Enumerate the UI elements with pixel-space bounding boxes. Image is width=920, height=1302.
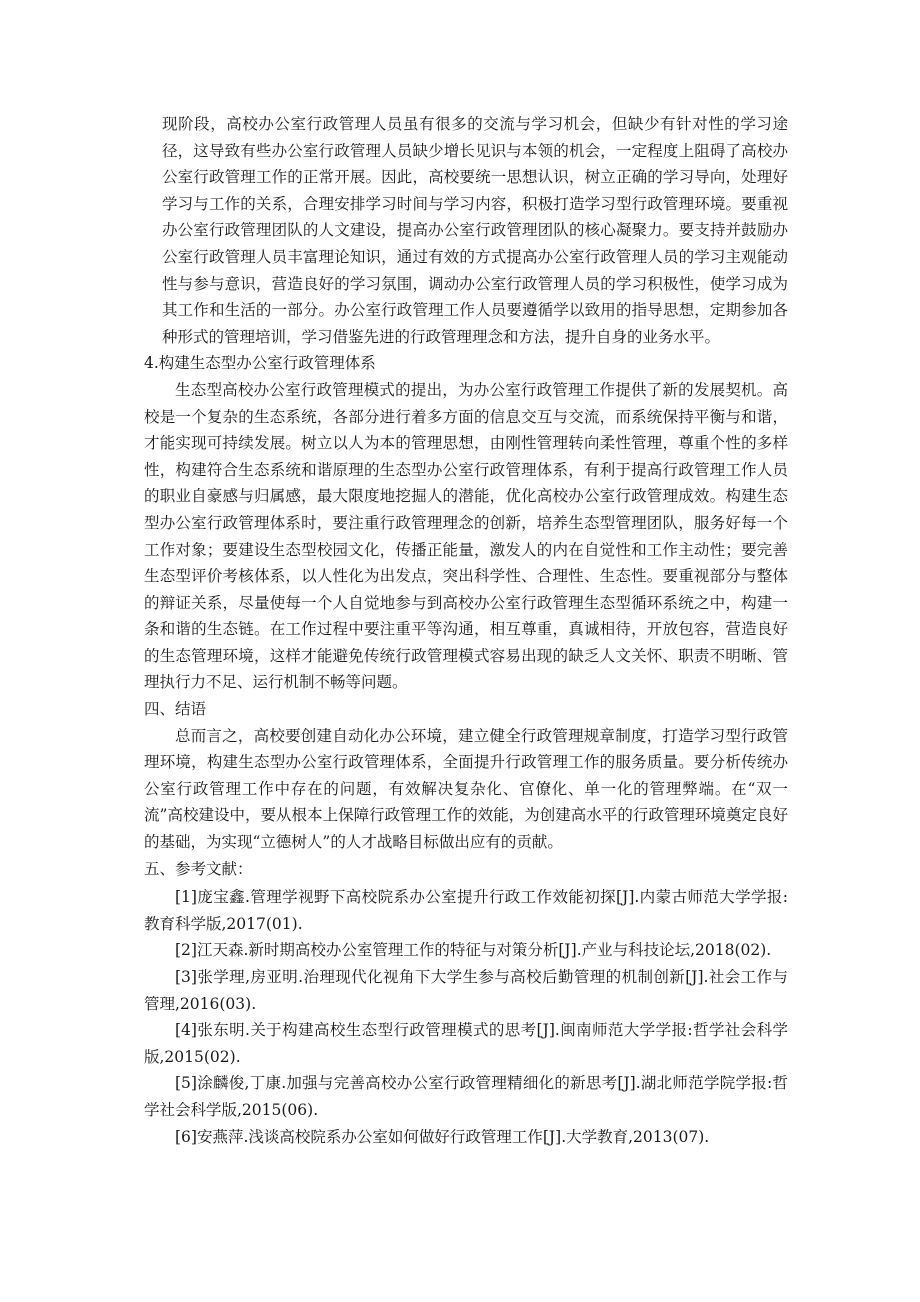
section-heading-conclusion: 四、结语: [144, 700, 207, 719]
paragraph-conclusion: 总而言之，高校要创建自动化办公环境，建立健全行政管理规章制度，打造学习型行政管理环境，构建生态型办公室行政管理体系，全面提升行政管理工作的服务质量。要分析传统办公室行政管理工作中存在的问题，有效解决复杂化、官僚化、单一化的管理弊端。在“双一流”高校建设中，要从根本上保障行政管理工作的效能，为创建高水平的行政管理环境奠定良好的基础，为实现“立德树人”的人才战略目标做出应有的贡献。: [144, 726, 788, 852]
paragraph-ecological-system: 生态型高校办公室行政管理模式的提出，为办公室行政管理工作提供了新的发展契机。高校是一个复杂的生态系统，各部分进行着多方面的信息交互与交流，而系统保持平衡与和谐，才能实现可持续发展。树立以人为本的管理思想，由刚性管理转向柔性管理，尊重个性的多样性，构建符合生态系统和谐原理的生态型办公室行政管理体系，有利于提高行政管理工作人员的职业自豪感与归属感，最大限度地挖掘人的潜能，优化高校办公室行政管理成效。构建生态型办公室行政管理体系时，要注重行政管理理念的创新，培养生态型管理团队，服务好每一个工作对象；要建设生态型校园文化，传播正能量，激发人的内在自觉性和工作主动性；要完善生态型评价考核体系，以人性化为出发点，突出科学性、合理性、生态性。要重视部分与整体的辩证关系，尽量使每一个人自觉地参与到高校办公室行政管理生态型循环系统之中，构建一条和谐的生态链。在工作过程中要注重平等沟通，相互尊重，真诚相待，开放包容，营造良好的生态管理环境，这样才能避免传统行政管理模式容易出现的缺乏人文关怀、职责不明晰、管理执行力不足、运行机制不畅等问题。: [144, 380, 788, 692]
document-body: [144, 111, 788, 1150]
reference-item: [3]张学理,房亚明.治理现代化视角下大学生参与高校后勤管理的机制创新[J].社会工作与管理,2016(03).: [144, 968, 788, 1013]
reference-item: [1]庞宝鑫.管理学视野下高校院系办公室提升行政工作效能初探[J].内蒙古师范大学学报:教育科学版,2017(01).: [144, 888, 788, 933]
reference-item: [5]涂麟俊,丁康.加强与完善高校办公室行政管理精细化的新思考[J].湖北师范学院学报:哲学社会科学版,2015(06).: [144, 1074, 788, 1119]
section-heading-ecological-system: 4.构建生态型办公室行政管理体系: [144, 354, 376, 373]
paragraph-learning-environment: 现阶段，高校办公室行政管理人员虽有很多的交流与学习机会，但缺少有针对性的学习途径，这导致有些办公室行政管理人员缺少增长见识与本领的机会，一定程度上阻碍了高校办公室行政管理工作的正常开展。因此，高校要统一思想认识，树立正确的学习导向，处理好学习与工作的关系，合理安排学习时间与学习内容，积极打造学习型行政管理环境。要重视办公室行政管理团队的人文建设，提高办公室行政管理团队的核心凝聚力。要支持并鼓励办公室行政管理人员丰富理论知识，通过有效的方式提高办公室行政管理人员的学习主观能动性与参与意识，营造良好的学习氛围，调动办公室行政管理人员的学习积极性，使学习成为其工作和生活的一部分。办公室行政管理工作人员要遵循学以致用的指导思想，定期参加各种形式的管理培训，学习借鉴先进的行政管理理念和方法，提升自身的业务水平。: [162, 115, 788, 346]
reference-item: [4]张东明.关于构建高校生态型行政管理模式的思考[J].闽南师范大学学报:哲学社会科学版,2015(02).: [144, 1021, 788, 1066]
reference-item: [2]江天森.新时期高校办公室管理工作的特征与对策分析[J].产业与科技论坛,2018(02).: [175, 941, 772, 960]
reference-item: [6]安燕萍.浅谈高校院系办公室如何做好行政管理工作[J].大学教育,2013(07).: [175, 1127, 710, 1146]
reference-list: [144, 884, 788, 1150]
section-heading-references: 五、参考文献：: [144, 859, 253, 878]
